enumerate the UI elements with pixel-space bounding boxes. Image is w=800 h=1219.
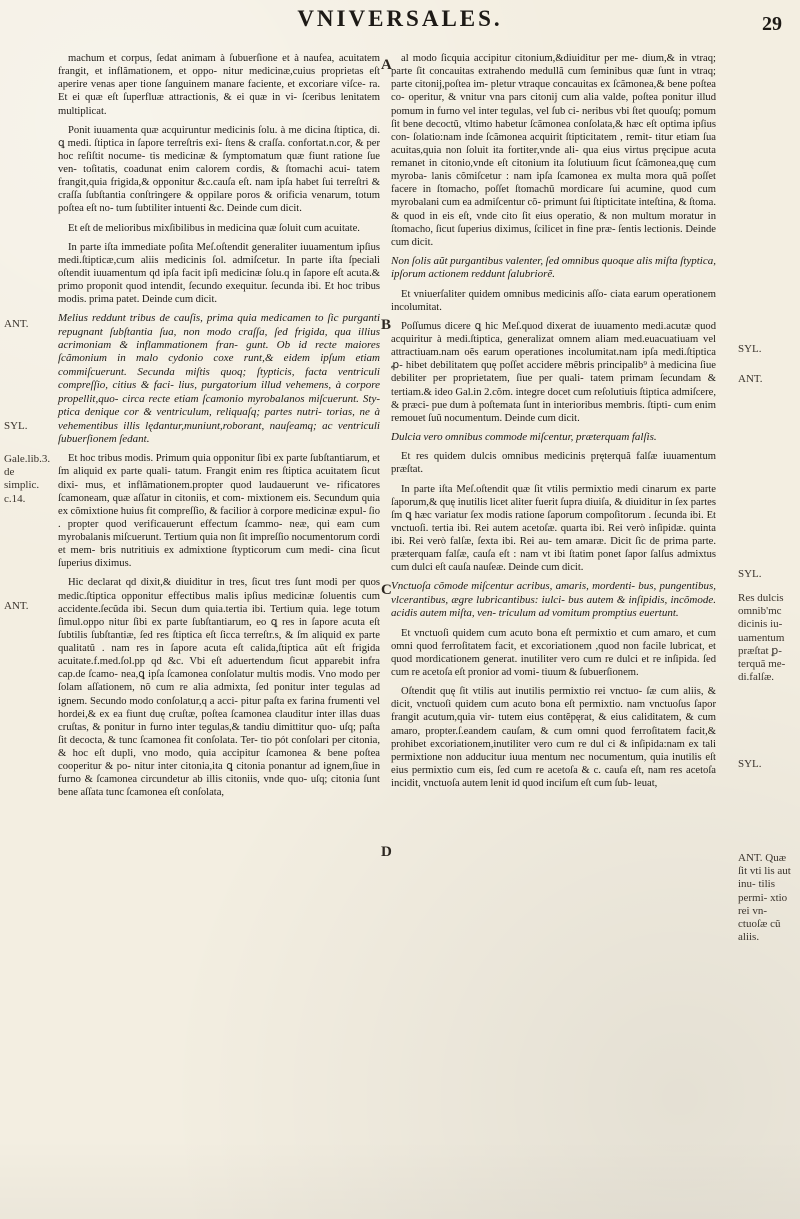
paragraph: In parte iſta immediate poſita Meſ.oſtendit generaliter iuuamentum ipſius medi.ſtipticæ,cum aliis medicinis ſol. admiſcetur. In parte iſta ſpeciali oſtendit iuuamentum qd ipſa facit ipſi medicinæ ſolu.q in ſapore eſt acuta.& primo proponit quod intendit, ſecundo exequitur. ſecunda ibi. Et hoc tribus modis. prima patet. Deinde cum dicit. [58, 241, 380, 306]
margin-label: SYL. [4, 420, 28, 432]
paragraph: Non ſolis aũt purgantibus valenter, ſed omnibus quoque alis miſta ſtyptica, ipſorum actionem reddunt ſalubriorẽ. [391, 254, 716, 281]
section-letter: A [381, 57, 392, 73]
paragraph: Et vnctuoſi quidem cum acuto bona eſt permixtio et cum amaro, et cum omni quod ferroſitatem facit, et excoriationem ,quod non facile lubricat, et quod mordicationem generat. inutiliter vero cum re dulci et re inſipida. ſed cum re acetoſa eſt pronior ad vomi- tiuum & ſubuerſionem. [391, 627, 716, 679]
right-column [391, 52, 716, 796]
paragraph: Melius reddunt tribus de cauſis, prima quia medicamen to ſic purganti repugnant ſubſtantia ſua, non modo craſſa, ſed frigida, qua illius acrimoniam & inflammationem fran- gunt. Ob id recte maiores ſcãmonium in malo cydonio coxe runt,& eidem ipſum etiam commiſcuerunt. Secunda miſtis quoq; ſtypticis, facta ventriculi compreſſio, citius & faci- lius, purgatorium illud vehemens, à corpore propellit,quo- circa recte etiam ſcamonio myrobalanos miſcuerunt. Sty- ptica denique cor & ventriculum, reliquaſq; partes nutri- torias, ne à vehementibus illis lędantur,muniunt,roborant, nauſeamq; ac ventriculi ſubuerſionem ſedant. [58, 312, 380, 445]
paragraph: Et vniuerſaliter quidem omnibus medicinis aſſo- ciata earum operationem incolumitat. [391, 288, 716, 313]
margin-label: Res dulcis omnib'mc dicinis iu- uamentum præſtat ꝑ- terquã me- di.falſæ. [738, 592, 786, 684]
margin-label: ANT. [738, 373, 763, 385]
margin-label: SYL. [738, 343, 762, 355]
paragraph: Et res quidem dulcis omnibus medicinis pręterquã falſæ iuuamentum præſtat. [391, 451, 716, 476]
page-header [0, 6, 800, 42]
page-number: 29 [762, 13, 782, 35]
section-letter: C [381, 582, 392, 598]
paragraph: Ponit iuuamenta quæ acquiruntur medicinis ſolu. à me dicina ſtiptica, di. ꝗ medi. ſtiptica in ſapore terreſtris exi- ſtens & craſſa. confortat.n.cor, & per hoc reſiſtit nocume- tis medicinæ & ſymptomatum quæ fiunt ratione ſue ven- toſitatis, coadunat enim calorem cordis, & ſtomachi acui- tatem frangit,quia frigida,& opponitur &c.cauſa eſt. nam ipſa habet ſui terreſtri & craſſa ſubſtantia conſtringere & oppilare poros & orificia venarum, totum poſtea eſt no- tum ſubtiliter intuenti &c. Deinde cum dicit. [58, 124, 380, 215]
margin-label: ANT. Quæ ſit vti lis aut inu- tilis permi- xtio rei vn- ctuoſæ cũ aliis. [738, 852, 791, 944]
left-column [58, 52, 380, 806]
paragraph: In parte iſta Meſ.oſtendit quæ ſit vtilis permixtio medi cinarum ex parte ſaporum,& quę inutilis licet aliter fuerit ſupra diuiſa, & diuiditur in ſex partes ſm ꝗ hæc variatur ſex modis ratione ſaporum compoſitorum . ſecunda ibi. Et vnctuoſi. tertia ibi. Rei autem acetoſæ. quarta ibi. Rei verò inſipidæ. quinta ibi. Rei verò falſæ, ſexta ibi. Rei au- tem amaræ. Dicit ſic de prima parte. præterquam falſæ, cauſa eſt : nam vt ibi ſtatim ponet ſapor ſalſus admixtus cum dulci eſt cauſa nauſeæ. Deinde cum dicit. [391, 483, 716, 574]
paragraph: machum et corpus, ſedat animam à ſubuerſione et à naufea, acuitatem frangit, et inflãmationem, et oppo- nitur medicinæ,cuius proprietas eſt aperire venas aper tione ſanguinem manare faciente, et excoriare viſce- ra. Et ei quæ eſt ſuperfluæ attractionis, & ei quæ in vi- ſceribus lenitatem multiplicat. [58, 53, 380, 117]
margin-label: Gale.lib.3. de simplic. c.14. [4, 453, 51, 505]
paragraph: Hic declarat qd dixit,& diuiditur in tres, ſicut tres ſunt modi per quos medic.ſtiptica opponitur effectibus malis ipſius medicinæ ſoluentis cum accidente.ſecũda ibi. Secun dum quia.tertia ibi. Tertium quia. lege totum ſimul.oppo nitur ſibi ex parte ſubſtantiarum, eo ꝗ res in ſapore acuta eſt ſubtilis ſubſtantiæ, ſed res ſtiptica eſt ſicca terreſtr.s, & ſm aliquid ex parte qualitatũ . nam res in ſapore acuta eſt calida,ſtiptica aũt eſt frigida acuitate.f.med.ſol.pp qd &c. Vbi eſt aduertendum ſicut apparebit infra cap.de ſcamo- nea,ꝗ ipſa ſcamonea conſolatur multis modis. Vno modo per ſolam aſſationem, nõ cum re alia admixta, ſed ponitur inter tegulas ad ignem. Secundo modo conſolatur,q a acci- pitur paſta ex farina frumenti vel hordei,& ex ea fiunt duę cruſtæ, poſtea ſcamonea clauditur inter illas duas cruſtas, & ponitur in furno inter tegulas,& tandiu dimittitur quo- uſq; paſta ſit decocta, & tunc ſcamonea fit conſolata. Ter- tio pót conſolari per citonia, & hoc eſt dupli, vno modo, quia accipitur ſcamonea & bene poſtea cooperitur & po- nitur inter citonia,ita ꝗ citonia ponantur ad ignem,ſiue in furno & ſcamonea circundetur ab illis citoniis, vnde quo- uſq; citonia ſunt bene aſſata tunc ſcamonea eſt conſolata, [58, 577, 380, 799]
paragraph: Et hoc tribus modis. Primum quia opponitur ſibi ex parte ſubſtantiarum, et ſm aliquid ex parte quali- tatum. Frangit enim res ſtiptica acuitatem ſicut dixi- mus, et inflãmationem.propter quod laudauerunt ve- rificatores ſcamoneam, quæ aſſatur in citoniis, et com- mixtionem eis. Secundum quia ex cõmixtione huius fit compreſſio, & facilior à corpore medicinæ expul- ſio . propter quod verificauerunt effectum ſcammo- neæ, qui eam cum myrobalanis miſcuerunt. Tertium quia non ſit impreſſio nocumentorum cordi et mem- bris nutritiuis ex admixtione ſtypticorum cum medi- cina ſicut ſuperius diximus. [58, 453, 380, 570]
margin-label: ANT. [4, 600, 29, 612]
paragraph: Dulcia vero omnibus commode miſcentur, præterquam falſis. [391, 430, 657, 443]
page-tone [0, 1139, 800, 1219]
paragraph: Poſſumus dicere ꝗ hic Meſ.quod dixerat de iuuamento medi.acutæ quod acquiritur à medi.ſtiptica, generalizat omnem aliam med.euacuatiuam vel attractiuam.nam oẽs earum operationes incolumitat.nam ipſa medi.ſtiptica ꝓ- hibet debilitatem quę poſſet accidere mẽbris principalib⁹ à medicina ſiue debiliter per proprietatem, ſiue per quali- tatem primam ſecundam & tertiam.& ideo Gal.in 2.cõm. integre docet cum reſolutiuis ſtiptica admiſcere, & præci- pue dum à poſtemata ſunt in interioribus membris. ſtipti- cum enim remouet ſuũ nocumentum. Deinde cum dicit. [391, 320, 716, 424]
section-letter: D [381, 844, 392, 860]
paragraph: Vnctuoſa cõmode miſcentur acribus, amaris, mordenti- bus, pungentibus, vlcerantibus, ægre lubricantibus: iulci- bus autem & inſipidis, incõmode. acidis autem miſta, ven- triculum ad vomitum promptius euertunt. [391, 580, 716, 620]
section-letter: B [381, 317, 392, 333]
paragraph: Oſtendit quę ſit vtilis aut inutilis permixtio rei vnctuo- ſæ cum aliis, & dicit, vnctuoſi quidem cum acuto bona eſt permixtio. nam vnctuoſus ſapor frangit acutum,quia vir- tutem eius contẽpęrat, & eius caliditatem, & cum amaro, propter.ſ.eandem cauſam, & cum omni quod ferroſitatem facit,& prohibet excoriationem,inutiliter vero cum re dul ci & inſipida:nam ex tali permixtione non adducitur iuua mentum nec nocumentum, quia inutilis eſt eius permixtio cum eis, ſed cum re acetoſa & c. cauſa eſt, nam res acetoſa incidit, vnctuoſa autem lenit id quod inciſum eſt cum ſub- leuat, [391, 686, 716, 790]
running-head: VNIVERSALES. [297, 6, 503, 31]
margin-label: SYL. [738, 568, 762, 580]
paragraph: Et eſt de melioribus mixſibilibus in medicina quæ ſoluit cum acuitate. [68, 222, 360, 234]
margin-label: ANT. [4, 318, 29, 330]
margin-label: SYL. [738, 758, 762, 770]
paragraph: al modo ſicquia accipitur citonium,&diuiditur per me- dium,& in vtraq; parte ſit concauitas extrahendo medullã cum ſeminibus quæ ſunt in vtraq; parte citonij,poſtea im- pletur vtraque concauitas ex ſcãmonea,& bene poſtea co- operitur, & vnitur vna pars citonij cum alia valde, poſtea ponitur illud pomum in furno vel inter tegulas, vel ſub ci- neribus vbi ſtet quouſq; pomum ſit bene decoctũ, vltimo habetur ſcãmonea conſolata,& hæc eſt optima ipſius con- ſolatio:nam inde ſcãmonea acquirit ſtipticitatem , remit- titur etiam ſua acuitas,quia non ſoluit ita fortiter,vnde ali- qua eius virtus pręcipue acuta remanet in citonio,vnde eſt citonium ita ſolutiuum ſicut ſcãmonea,quę cum myroba- lanis cõmiſcetur : nam ipſa ſcamonea ex multa mora quã poſſet facere in ſtomacho, poſſet ſtomachũ mordicare ſui acumine, quod cum myrobalani cum ea admiſcentur cõ- primunt ſui ſtipticitate inteſtina, & ſtoma. & quod in eis eſt, vnde cito ſit eius operatio, & non multum moratur in ſtomacho, ſicut ſuperius diximus, ſcilicet in fine præ- ſentis lectionis. Deinde cum dicit. [391, 53, 716, 248]
